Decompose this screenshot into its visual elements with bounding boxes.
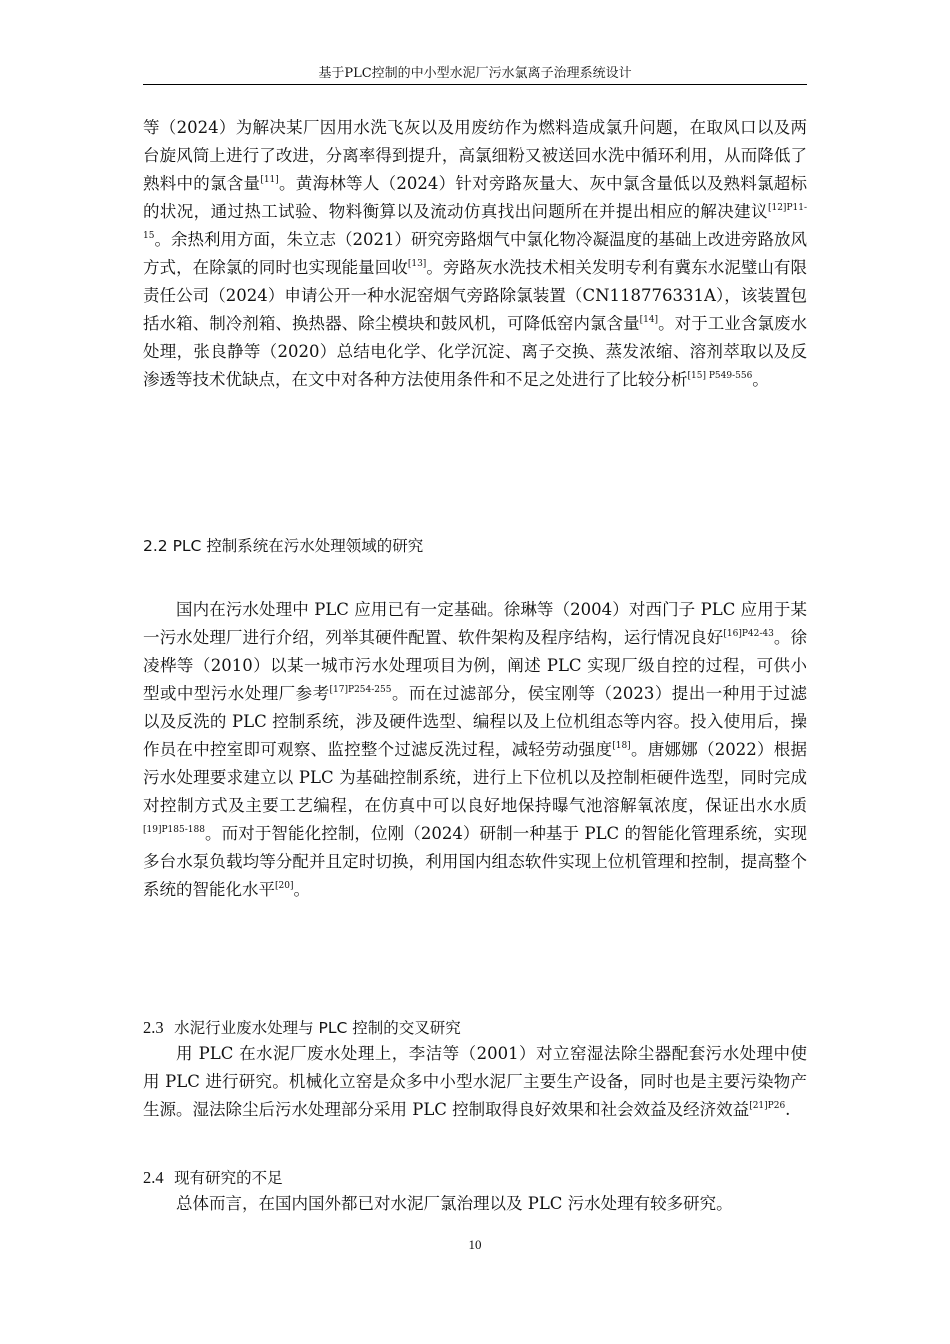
citation: [13] <box>407 259 427 269</box>
text-segment: 。 <box>293 880 310 899</box>
citation: [20] <box>275 881 294 891</box>
citation: [19]P185-188 <box>143 825 205 835</box>
running-header: 基于PLC控制的中小型水泥厂污水氯离子治理系统设计 <box>318 66 632 81</box>
text-segment: 。唐娜娜（2022）根据污水处理要求建立以 PLC 为基础控制系统，进行上下位机以及控制柜硬件选型，同时完成对控制方式及主要工艺编程，在仿真中可以良好地保持曝气池溶解氧浓度，保证出水水质 <box>143 740 807 815</box>
text-segment: 总体而言，在国内国外都已对水泥厂氯治理以及 PLC 污水处理有较多研究。 <box>176 1194 733 1213</box>
text-segment: 。而在过滤部分，侯宝刚等（2023）提出一种用于过滤以及反洗的 PLC 控制系统，涉及硬件选型、编程以及上位机组态等内容。投入使用后，操作员在中控室即可观察、监控整个过滤反洗过程，减轻劳动强度 <box>143 684 808 759</box>
section-title: 2.2 PLC 控制系统在污水处理领域的研究 <box>143 537 424 555</box>
section-number: 2.4 <box>143 1168 164 1187</box>
citation: [12]P11-15 <box>143 203 807 241</box>
citation: [21]P26 <box>749 1101 786 1111</box>
section-title: 水泥行业废水处理与 PLC 控制的交叉研究 <box>174 1019 461 1037</box>
citation: [18] <box>612 741 631 751</box>
paragraph-research-gaps <box>143 1190 807 1218</box>
text-segment: 。余热利用方面，朱立志（2021）研究旁路烟气中氯化物冷凝温度的基础上改进旁路放风方式，在除氯的同时也实现能量回收 <box>143 230 807 277</box>
text-segment: 等（2024）为解决某厂因用水洗飞灰以及用废纺作为燃料造成氯升问题，在取风口以及两台旋风筒上进行了改进，分离率得到提升，高氯细粉又被送回水洗中循环利用，从而降低了熟料中的氯含量 <box>143 118 807 193</box>
section-heading-2-2 <box>143 534 423 558</box>
section-title: 现有研究的不足 <box>174 1169 283 1187</box>
text-segment: 。而对于智能化控制，位刚（2024）研制一种基于 PLC 的智能化管理系统，实现多台水泵负载均等分配并且定时切换，利用国内组态软件实现上位机管理和控制，提高整个系统的智能化水平 <box>143 824 807 899</box>
text-segment: 。对于工业含氯废水处理，张良静等（2020）总结电化学、化学沉淀、离子交换、蒸发浓缩、溶剂萃取以及反渗透等技术优缺点，在文中对各种方法使用条件和不足之处进行了比较分析 <box>143 314 808 389</box>
header-rule <box>143 84 807 85</box>
citation: [15] P549-556 <box>687 371 753 381</box>
citation: [14] <box>639 315 659 325</box>
page-number: 10 <box>468 1237 482 1252</box>
text-segment: 。徐凌桦等（2010）以某一城市污水处理项目为例，阐述 PLC 实现厂级自控的过程，可供小型或中型污水处理厂参考 <box>143 628 808 703</box>
text-segment: 。 <box>752 370 769 389</box>
citation: [16]P42-43 <box>723 629 774 639</box>
section-heading-2-3 <box>143 1016 461 1040</box>
text-segment: 。旁路灰水洗技术相关发明专利有冀东水泥璧山有限责任公司（2024）申请公开一种水泥窑烟气旁路除氯装置（CN118776331A），该装置包括水箱、制冷剂箱、换热器、除尘模块和鼓风机，可降低窑内氯含量 <box>143 258 808 333</box>
citation: [11] <box>260 175 279 185</box>
citation: [17]P254-255 <box>329 685 392 695</box>
paragraph-chlorine-research <box>143 114 807 394</box>
section-heading-2-4 <box>143 1166 283 1190</box>
paragraph-plc-wastewater <box>143 596 807 904</box>
text-segment: 用 PLC 在水泥厂废水处理上，李洁等（2001）对立窑湿法除尘器配套污水处理中使用 PLC 进行研究。机械化立窑是众多中小型水泥厂主要生产设备，同时也是主要污染物产生源。湿法除尘后污水处理部分采用 PLC 控制取得良好效果和社会效益及经济效益 <box>143 1044 807 1119</box>
text-segment: 。黄海林等人（2024）针对旁路灰量大、灰中氯含量低以及熟料氯超标的状况，通过热工试验、物料衡算以及流动仿真找出问题所在并提出相应的解决建议 <box>143 174 808 221</box>
text-segment: . <box>785 1100 791 1119</box>
text-segment: 国内在污水处理中 PLC 应用已有一定基础。徐琳等（2004）对西门子 PLC 应用于某一污水处理厂进行介绍，列举其硬件配置、软件架构及程序结构，运行情况良好 <box>143 600 807 647</box>
paragraph-cement-plc <box>143 1040 807 1124</box>
section-number: 2.3 <box>143 1018 164 1037</box>
